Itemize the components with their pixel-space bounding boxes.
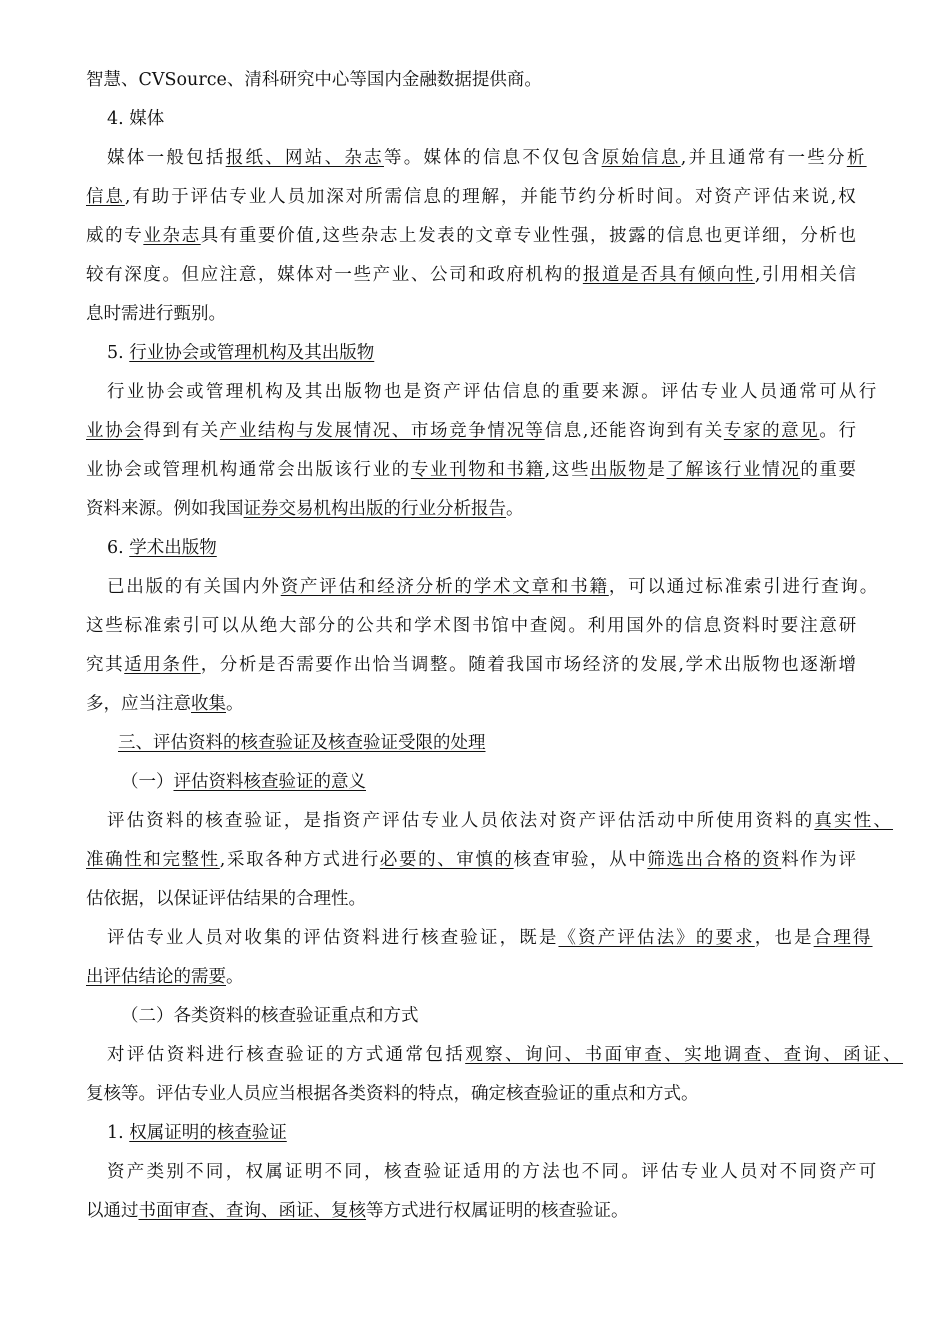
text-line xyxy=(86,653,858,677)
text-segment: ,引用相关信 xyxy=(754,265,858,285)
text-segment: ,有助于评估专业人员加深对所需信息的理解，并能节约分析时间。对资产评估来说,权 xyxy=(124,187,858,207)
text-segment: 已出版的有关国内外 xyxy=(107,577,281,597)
underlined-text: 业杂志 xyxy=(143,226,201,246)
text-segment: （二）各类资料的核查验证重点和方式 xyxy=(121,1006,419,1026)
text-segment: ，分析是否需要作出恰当调整。随着我国市场经济的发展,学术出版物也逐渐增 xyxy=(200,655,858,675)
text-segment: （一） xyxy=(121,772,174,792)
text-line xyxy=(107,926,873,950)
text-segment: 媒体一般包括 xyxy=(107,148,226,168)
underlined-text: 报道是否具有倾向性 xyxy=(582,265,755,285)
text-segment: 多，应当注意 xyxy=(86,694,191,714)
text-segment: 6. xyxy=(107,538,130,558)
text-segment: ,采取各种方式进行 xyxy=(219,850,380,870)
text-line xyxy=(107,1121,287,1145)
text-segment: 得到有关 xyxy=(143,421,220,441)
text-segment: 。 xyxy=(226,967,244,987)
text-segment: 。 xyxy=(506,499,524,519)
underlined-text: 出版物 xyxy=(590,460,648,480)
text-segment: 具有重要价值,这些杂志上发表的文章专业性强，披露的信息也更详细，分析也 xyxy=(200,226,858,246)
underlined-text: 出评估结论的需要 xyxy=(86,967,226,987)
underlined-text: 评估资料核查验证的意义 xyxy=(173,772,366,792)
text-segment: ,这些 xyxy=(544,460,591,480)
text-line xyxy=(107,536,217,560)
text-segment: 行业协会或管理机构及其出版物也是资产评估信息的重要来源。评估专业人员通常可从行 xyxy=(107,382,879,402)
underlined-text: 权属证明的核查验证 xyxy=(129,1123,287,1143)
text-line xyxy=(121,770,366,794)
text-segment: 以通过 xyxy=(86,1201,139,1221)
text-line xyxy=(86,68,542,92)
underlined-text: 专家的意见 xyxy=(723,421,820,441)
text-line xyxy=(86,887,366,911)
underlined-text: 学术出版物 xyxy=(129,538,217,558)
text-segment: 等方式进行权属证明的核查验证。 xyxy=(366,1201,629,1221)
text-line xyxy=(107,146,867,170)
underlined-text: 资产评估和经济分析的学术文章和书籍 xyxy=(280,577,609,597)
text-line xyxy=(107,380,879,404)
text-segment: 资料来源。例如我国 xyxy=(86,499,244,519)
text-line xyxy=(107,1160,879,1184)
text-line xyxy=(107,341,374,365)
text-segment: 料作为评 xyxy=(781,850,858,870)
text-line xyxy=(121,1004,419,1028)
underlined-text: 必要的、审慎的 xyxy=(379,850,514,870)
text-segment: 1. xyxy=(107,1123,130,1143)
underlined-text: 行业协会或管理机构及其出版物 xyxy=(129,343,375,363)
text-segment: 5. xyxy=(107,343,130,363)
text-segment: 资产类别不同，权属证明不同，核查验证适用的方法也不同。评估专业人员对不同资产可 xyxy=(107,1162,879,1182)
underlined-text: 筛选出合格的资 xyxy=(647,850,782,870)
underlined-text: 三、评估资料的核查验证及核查验证受限的处理 xyxy=(118,733,486,753)
text-line xyxy=(86,848,858,872)
text-segment: 较有深度。但应注意，媒体对一些产业、公司和政府机构的 xyxy=(86,265,583,285)
underlined-text: 报纸、网站、杂志 xyxy=(225,148,384,168)
underlined-text: 收集 xyxy=(191,694,226,714)
text-segment: 业协会或管理机构通常会出版该行业的 xyxy=(86,460,411,480)
text-line xyxy=(86,1199,629,1223)
text-line xyxy=(86,224,858,248)
text-segment: 4. 媒体 xyxy=(107,109,165,129)
text-segment: 核查审验，从中 xyxy=(513,850,648,870)
text-segment: 对评估资料进行核查验证的方式通常包括 xyxy=(107,1045,466,1065)
text-segment: 。行 xyxy=(819,421,858,441)
text-segment: 评估资料的核查验证，是指资产评估专业人员依法对资产评估活动中所使用资料的 xyxy=(107,811,815,831)
text-line xyxy=(107,107,164,131)
text-segment: 智慧、CVSource、清科研究中心等国内金融数据提供商。 xyxy=(86,70,542,90)
text-segment: 。 xyxy=(226,694,244,714)
text-segment: 的重要 xyxy=(800,460,858,480)
text-line xyxy=(86,302,226,326)
text-segment: 评估专业人员对收集的评估资料进行核查验证，既是 xyxy=(107,928,559,948)
text-line xyxy=(118,731,486,755)
text-line xyxy=(86,965,244,989)
underlined-text: 适用条件 xyxy=(124,655,201,675)
underlined-text: 专业刊物和书籍 xyxy=(410,460,545,480)
text-segment: 是 xyxy=(647,460,667,480)
text-segment: ，也是 xyxy=(754,928,814,948)
underlined-text: 观察、询问、书面审查、实地调查、查询、函证、 xyxy=(465,1045,904,1065)
text-line xyxy=(86,1082,699,1106)
text-line xyxy=(86,419,858,443)
text-line xyxy=(86,263,858,287)
text-segment: 估依据，以保证评估结果的合理性。 xyxy=(86,889,366,909)
text-segment: 信息,还能咨询到有关 xyxy=(544,421,724,441)
text-segment: 威的专 xyxy=(86,226,144,246)
text-segment: 息时需进行甄别。 xyxy=(86,304,226,324)
underlined-text: 业协会 xyxy=(86,421,144,441)
underlined-text: 书面审查、查询、函证、复核 xyxy=(138,1201,366,1221)
underlined-text: 信息 xyxy=(86,187,125,207)
underlined-text: 析 xyxy=(846,148,867,168)
underlined-text: 准确性和完整性 xyxy=(86,850,220,870)
underlined-text: 了解该行业情况 xyxy=(666,460,801,480)
underlined-text: 真实性、 xyxy=(814,811,894,831)
text-line xyxy=(86,458,858,482)
text-segment: 等。媒体的信息不仅包含 xyxy=(383,148,602,168)
text-segment: ，可以通过标准索引进行查询。 xyxy=(608,577,880,597)
text-line xyxy=(107,1043,903,1067)
underlined-text: 原始信息 xyxy=(601,148,681,168)
text-segment: 这些标准索引可以从绝大部分的公共和学术图书馆中查阅。利用国外的信息资料时要注意研 xyxy=(86,616,858,636)
text-segment: 复核等。评估专业人员应当根据各类资料的特点，确定核查验证的重点和方式。 xyxy=(86,1084,699,1104)
underlined-text: 《资产评估法》的要求 xyxy=(558,928,755,948)
text-segment: 究其 xyxy=(86,655,125,675)
text-line xyxy=(107,809,893,833)
text-line xyxy=(107,575,879,599)
underlined-text: 合理得 xyxy=(813,928,873,948)
text-line xyxy=(86,497,524,521)
text-segment: ,并且通常有一些分 xyxy=(680,148,847,168)
underlined-text: 证券交易机构出版的行业分析报告 xyxy=(243,499,506,519)
underlined-text: 产业结构与发展情况、市场竞争情况等 xyxy=(219,421,545,441)
text-line xyxy=(86,185,858,209)
text-line xyxy=(86,692,244,716)
text-line xyxy=(86,614,858,638)
